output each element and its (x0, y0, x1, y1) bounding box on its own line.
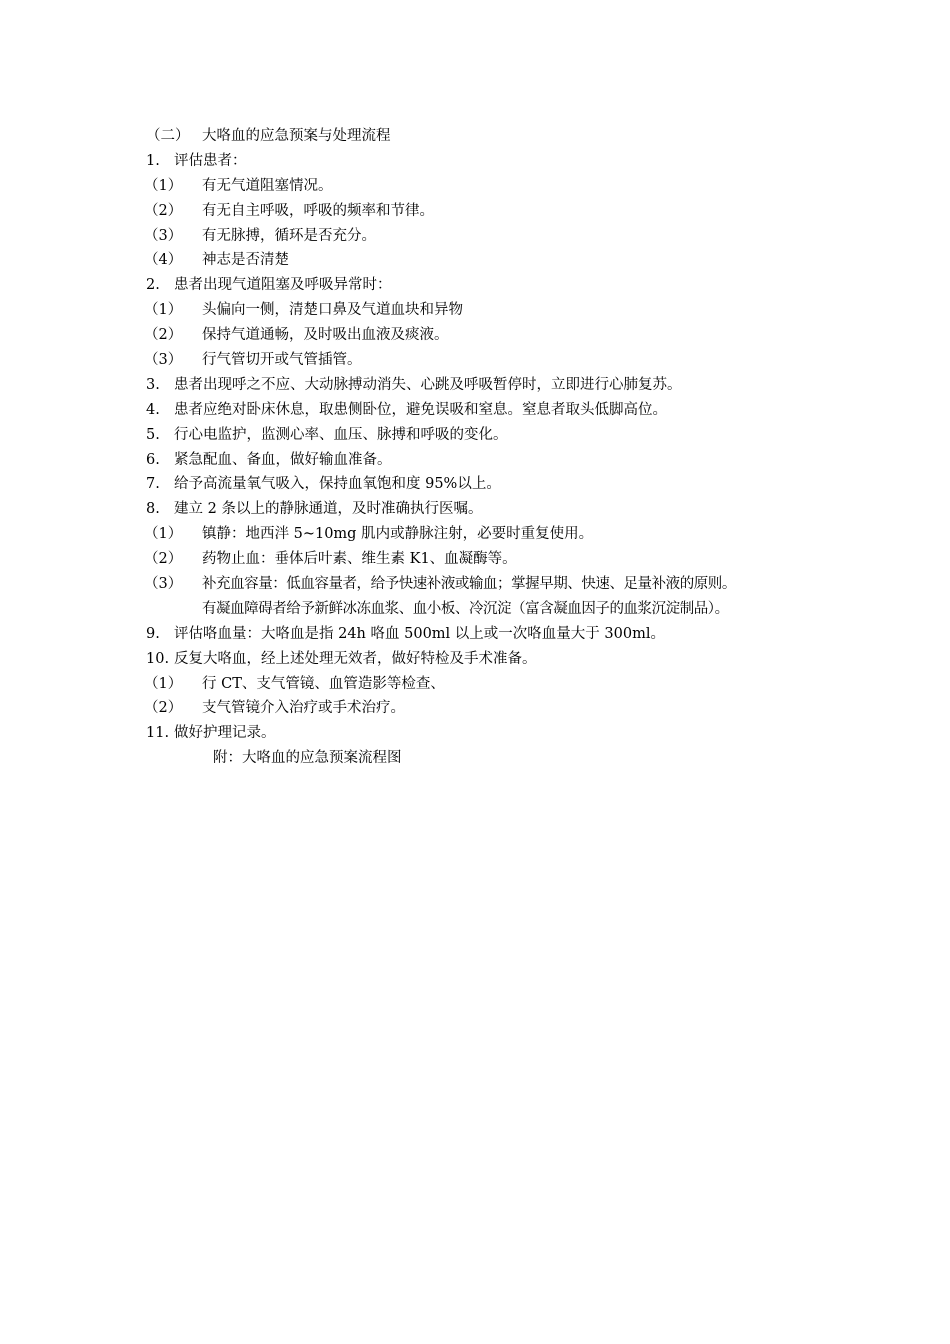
item-text: 紧急配血、备血，做好输血准备。 (174, 451, 392, 468)
sub-item-number: （3） (144, 227, 183, 244)
sub-list-item-continuation (146, 597, 826, 622)
item-number: 7. (146, 476, 160, 493)
sub-item-number: （1） (144, 177, 183, 194)
appendix-text: 附：大咯血的应急预案流程图 (213, 750, 402, 767)
item-number: 11. (146, 725, 170, 742)
sub-list-item (146, 672, 826, 697)
section-title (146, 124, 826, 149)
item-number: 5. (146, 426, 160, 443)
appendix-note (146, 746, 826, 771)
list-item (146, 373, 826, 398)
item-text: 患者出现呼之不应、大动脉搏动消失、心跳及呼吸暂停时，立即进行心肺复苏。 (174, 376, 682, 393)
sub-item-text: 支气管镜介入治疗或手术治疗。 (202, 700, 405, 717)
item-number: 1. (146, 152, 160, 169)
list-item (146, 398, 826, 423)
sub-item-number: （2） (144, 202, 183, 219)
list-item (146, 423, 826, 448)
sub-item-text: 药物止血：垂体后叶素、维生素 K1、血凝酶等。 (202, 551, 517, 568)
sub-item-text: 有无气道阻塞情况。 (202, 177, 333, 194)
sub-item-text: 神志是否清楚 (202, 252, 289, 269)
sub-list-item (146, 323, 826, 348)
sub-item-number: （1） (144, 675, 183, 692)
sub-list-item (146, 572, 826, 597)
list-item (146, 497, 826, 522)
item-number: 9. (146, 625, 160, 642)
item-number: 8. (146, 501, 160, 518)
list-item (146, 622, 826, 647)
item-text: 建立 2 条以上的静脉通道，及时准确执行医嘱。 (174, 501, 483, 518)
item-number: 3. (146, 376, 160, 393)
sub-item-text: 行气管切开或气管插管。 (202, 352, 362, 369)
sub-item-number: （2） (144, 327, 183, 344)
item-number: 6. (146, 451, 160, 468)
sub-item-text: 有无脉搏，循环是否充分。 (202, 227, 376, 244)
sub-list-item (146, 348, 826, 373)
sub-item-number: （4） (144, 252, 183, 269)
section-number: （二） (146, 128, 190, 144)
item-text: 评估咯血量：大咯血是指 24h 咯血 500ml 以上或一次咯血量大于 300ml。 (174, 625, 665, 642)
sub-item-number: （2） (144, 700, 183, 717)
sub-item-number: （1） (144, 526, 183, 543)
item-text: 患者出现气道阻塞及呼吸异常时： (174, 277, 392, 294)
sub-list-item (146, 224, 826, 249)
item-text: 评估患者： (174, 152, 247, 169)
item-text: 反复大咯血，经上述处理无效者，做好特检及手术准备。 (174, 650, 537, 667)
sub-item-text: 保持气道通畅，及时吸出血液及痰液。 (202, 327, 449, 344)
sub-list-item (146, 199, 826, 224)
sub-list-item (146, 696, 826, 721)
emergency-plan-content (146, 124, 826, 771)
item-number: 4. (146, 401, 160, 418)
list-item (146, 273, 826, 298)
sub-item-number: （3） (144, 576, 183, 593)
sub-list-item (146, 547, 826, 572)
item-text: 给予高流量氧气吸入，保持血氧饱和度 95%以上。 (174, 476, 501, 493)
sub-item-text: 行 CT、支气管镜、血管造影等检查、 (202, 675, 445, 692)
sub-list-item (146, 248, 826, 273)
item-number: 10. (146, 650, 170, 667)
sub-item-text: 头偏向一侧，清楚口鼻及气道血块和异物 (202, 302, 463, 319)
sub-item-number: （2） (144, 551, 183, 568)
list-item (146, 647, 826, 672)
sub-item-number: （1） (144, 302, 183, 319)
sub-item-number: （3） (144, 352, 183, 369)
sub-item-text: 有无自主呼吸，呼吸的频率和节律。 (202, 202, 434, 219)
sub-list-item (146, 522, 826, 547)
list-item (146, 448, 826, 473)
item-text: 患者应绝对卧床休息，取患侧卧位，避免误吸和窒息。窒息者取头低脚高位。 (174, 401, 667, 418)
sub-list-item (146, 174, 826, 199)
list-item (146, 472, 826, 497)
list-item (146, 149, 826, 174)
sub-list-item (146, 298, 826, 323)
list-item (146, 721, 826, 746)
item-number: 2. (146, 277, 160, 294)
sub-item-continuation-text: 有凝血障碍者给予新鲜冰冻血浆、血小板、冷沉淀（富含凝血因子的血浆沉淀制品）。 (202, 600, 729, 617)
item-text: 行心电监护，监测心率、血压、脉搏和呼吸的变化。 (174, 426, 508, 443)
sub-item-text: 镇静：地西泮 5~10mg 肌内或静脉注射，必要时重复使用。 (202, 526, 594, 543)
sub-item-text: 补充血容量：低血容量者，给予快速补液或输血；掌握早期、快速、足量补液的原则。 (202, 576, 736, 593)
section-title-text: 大咯血的应急预案与处理流程 (202, 128, 391, 144)
item-text: 做好护理记录。 (174, 725, 276, 742)
